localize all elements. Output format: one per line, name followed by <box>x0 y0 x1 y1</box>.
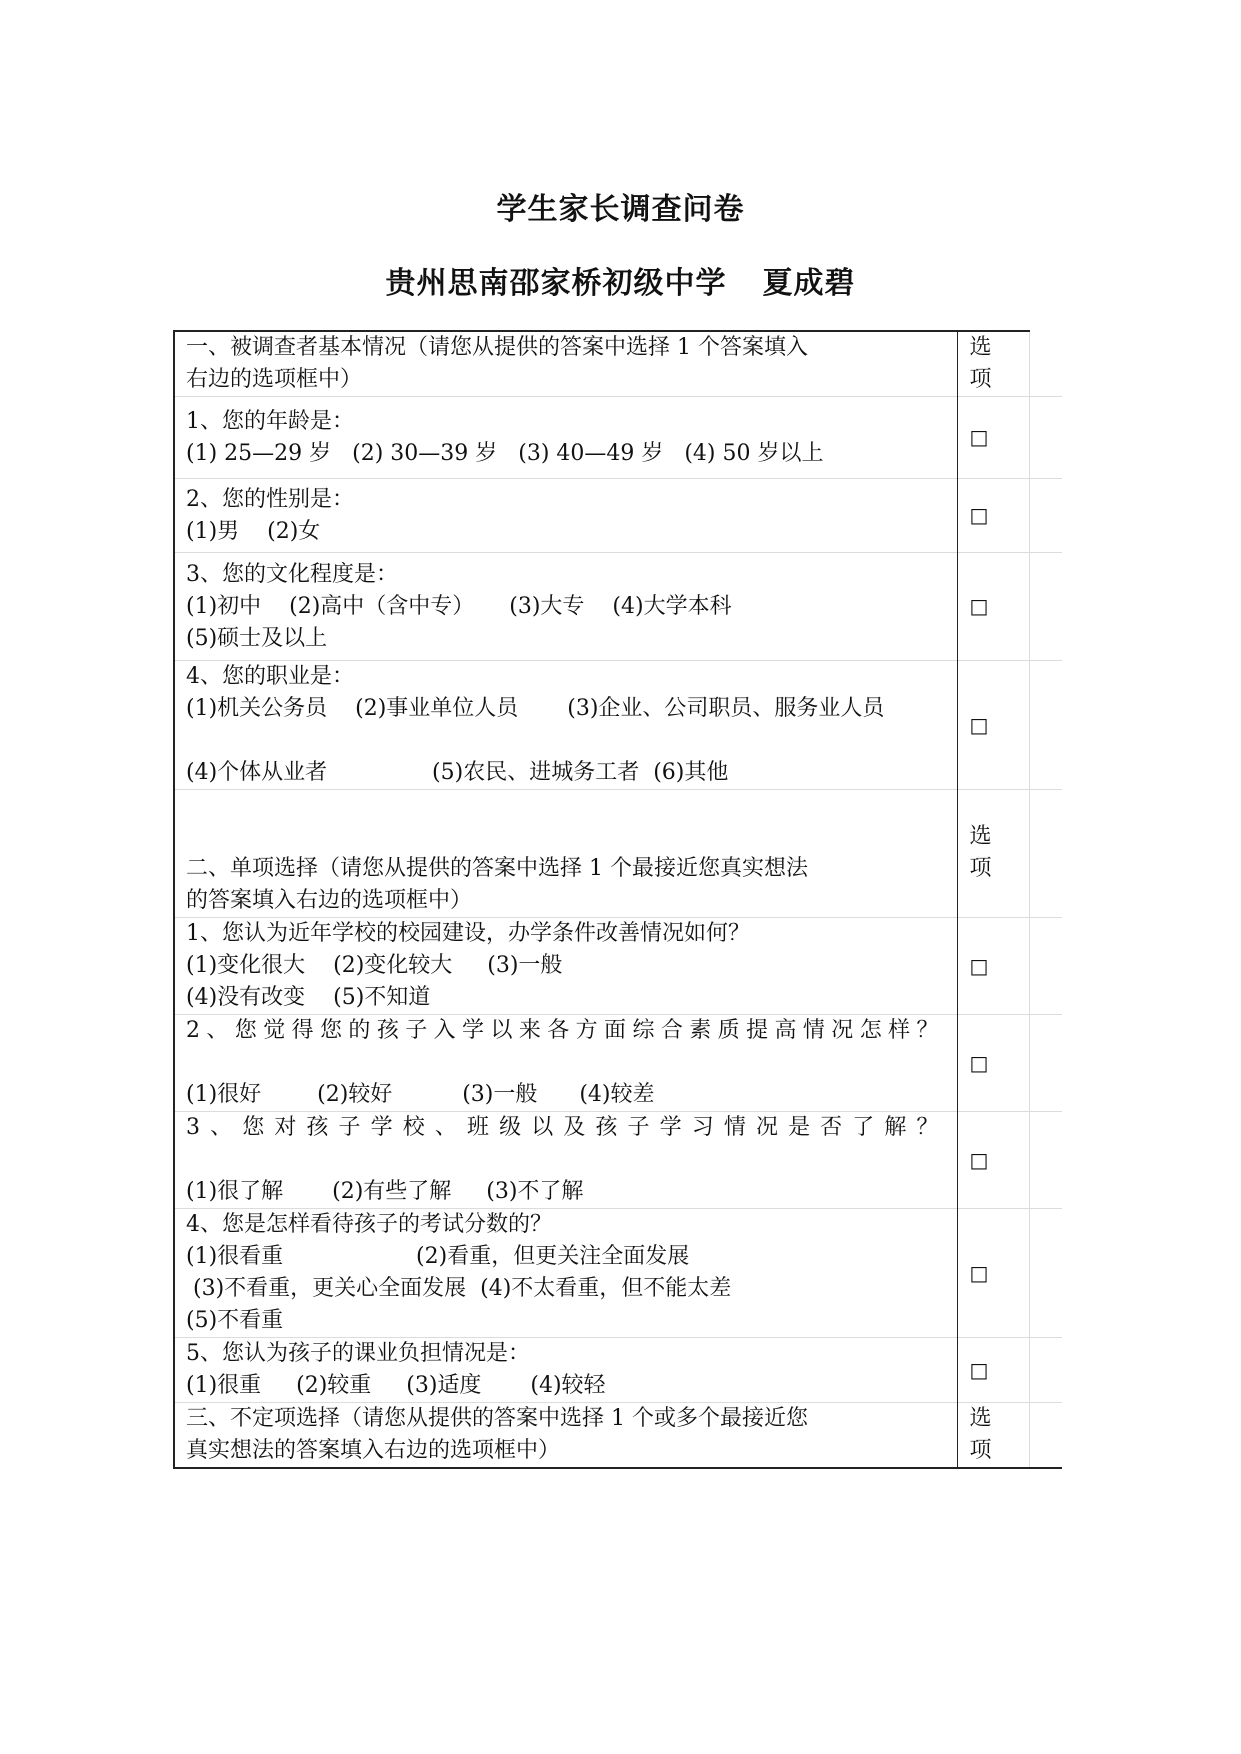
blank-line <box>186 1144 957 1176</box>
empty-cell <box>1029 1209 1062 1338</box>
text-line: (3)不看重，更关心全面发展 (4)不太看重，但不能太差 <box>186 1276 732 1301</box>
text-line: (1)很重 (2)较重 (3)适度 (4)较轻 <box>186 1373 606 1398</box>
text-line: 右边的选项框中） <box>186 367 363 392</box>
text-line: 1、您的年龄是： <box>186 408 354 434</box>
empty-cell <box>1029 331 1062 397</box>
text-line: 3、您的文化程度是： <box>186 561 398 587</box>
document-subtitle <box>0 258 1241 302</box>
question-text <box>174 1015 957 1112</box>
question-row <box>174 1338 1062 1403</box>
empty-cell <box>1029 1112 1062 1209</box>
question-text <box>174 553 957 661</box>
school-name: 贵州思南邵家桥初级中学 <box>385 266 727 301</box>
document-title: 学生家长调查问卷 <box>496 192 745 227</box>
text-line: 二、单项选择（请您从提供的答案中选择 1 个最接近您真实想法 <box>186 856 808 881</box>
question-text <box>174 397 957 479</box>
text-line: 三、不定项选择（请您从提供的答案中选择 1 个或多个最接近您 <box>186 1406 808 1431</box>
checkbox-icon[interactable]: □ <box>969 1357 989 1382</box>
answer-checkbox-cell[interactable] <box>957 1338 1029 1403</box>
text-line: 的答案填入右边的选项框中） <box>186 888 473 913</box>
text-line: 3、您对孩子学校、班级以及孩子学习情况是否了解？ <box>186 1115 939 1140</box>
text-line: (1)机关公务员 (2)事业单位人员 (3)企业、公司职员、服务业人员 <box>186 696 885 721</box>
empty-cell <box>1029 790 1062 918</box>
question-row <box>174 918 1062 1015</box>
empty-cell <box>1029 397 1062 479</box>
checkbox-icon[interactable]: □ <box>969 1260 989 1285</box>
text-line: (1)很看重 (2)看重，但更关注全面发展 <box>186 1244 690 1269</box>
empty-cell <box>1029 918 1062 1015</box>
checkbox-icon[interactable]: □ <box>969 425 989 449</box>
section-header <box>174 790 957 918</box>
question-text <box>174 479 957 553</box>
text-line: (1)男 (2)女 <box>186 518 321 544</box>
section-header-row <box>174 1403 1062 1469</box>
empty-cell <box>1029 661 1062 790</box>
answer-checkbox-cell[interactable] <box>957 918 1029 1015</box>
option-label-char: 选 <box>969 1406 992 1431</box>
empty-cell <box>1029 1015 1062 1112</box>
checkbox-icon[interactable]: □ <box>969 953 989 978</box>
author-name: 夏成碧 <box>762 266 856 301</box>
checkbox-icon[interactable]: □ <box>969 1050 989 1075</box>
question-text <box>174 661 957 790</box>
question-text <box>174 1338 957 1403</box>
text-line: 一、被调查者基本情况（请您从提供的答案中选择 1 个答案填入 <box>186 335 808 360</box>
text-line: (5)不看重 <box>186 1308 284 1333</box>
answer-checkbox-cell[interactable] <box>957 1112 1029 1209</box>
text-line: (1)很了解 (2)有些了解 (3)不了解 <box>186 1179 584 1204</box>
text-line: 4、您的职业是： <box>186 664 354 689</box>
question-row <box>174 1112 1062 1209</box>
text-line: (1)很好 (2)较好 (3)一般 (4)较差 <box>186 1082 655 1107</box>
option-label-char: 项 <box>969 367 992 392</box>
text-line: (1) 25—29 岁 (2) 30—39 岁 (3) 40—49 岁 (4) 50 岁以上 <box>186 440 824 466</box>
answer-checkbox-cell[interactable] <box>957 1015 1029 1112</box>
checkbox-icon[interactable]: □ <box>969 712 989 737</box>
text-line: 5、您认为孩子的课业负担情况是： <box>186 1341 530 1366</box>
text-line: 真实想法的答案填入右边的选项框中） <box>186 1438 561 1463</box>
question-text <box>174 1209 957 1338</box>
answer-checkbox-cell[interactable] <box>957 661 1029 790</box>
text-line: (1)初中 (2)高中（含中专） (3)大专 (4)大学本科 <box>186 593 732 619</box>
blank-line <box>186 1047 957 1079</box>
question-row <box>174 397 1062 479</box>
empty-cell <box>1029 553 1062 661</box>
option-column-label <box>957 790 1029 918</box>
section-header-row <box>174 331 1062 397</box>
checkbox-icon[interactable]: □ <box>969 594 989 618</box>
question-text <box>174 918 957 1015</box>
option-column-label <box>957 331 1029 397</box>
option-label-char: 选 <box>969 824 992 849</box>
survey-table <box>173 330 1062 1469</box>
option-label-char: 项 <box>969 1438 992 1463</box>
option-label-char: 选 <box>969 335 992 360</box>
empty-cell <box>1029 1403 1062 1469</box>
question-row <box>174 553 1062 661</box>
option-column-label <box>957 1403 1029 1469</box>
question-row <box>174 661 1062 790</box>
text-line: 1、您认为近年学校的校园建设，办学条件改善情况如何？ <box>186 921 750 946</box>
text-line: 2、您的性别是： <box>186 486 354 512</box>
section-header-row <box>174 790 1062 918</box>
text-line: (5)硕士及以上 <box>186 625 328 651</box>
text-line: 4、您是怎样看待孩子的考试分数的？ <box>186 1212 552 1237</box>
answer-checkbox-cell[interactable] <box>957 479 1029 553</box>
blank-line <box>186 725 957 757</box>
question-text <box>174 1112 957 1209</box>
empty-cell <box>1029 1338 1062 1403</box>
question-row <box>174 479 1062 553</box>
option-label-char: 项 <box>969 856 992 881</box>
text-line: (4)个体从业者 (5)农民、进城务工者 (6)其他 <box>186 760 729 785</box>
text-line: 2、您觉得您的孩子入学以来各方面综合素质提高情况怎样？ <box>186 1018 939 1043</box>
section-header <box>174 331 957 397</box>
text-line: (4)没有改变 (5)不知道 <box>186 985 431 1010</box>
section-header <box>174 1403 957 1469</box>
answer-checkbox-cell[interactable] <box>957 1209 1029 1338</box>
checkbox-icon[interactable]: □ <box>969 1147 989 1172</box>
question-row <box>174 1015 1062 1112</box>
text-line: (1)变化很大 (2)变化较大 (3)一般 <box>186 953 563 978</box>
answer-checkbox-cell[interactable] <box>957 397 1029 479</box>
empty-cell <box>1029 479 1062 553</box>
question-row <box>174 1209 1062 1338</box>
checkbox-icon[interactable]: □ <box>969 503 989 527</box>
answer-checkbox-cell[interactable] <box>957 553 1029 661</box>
